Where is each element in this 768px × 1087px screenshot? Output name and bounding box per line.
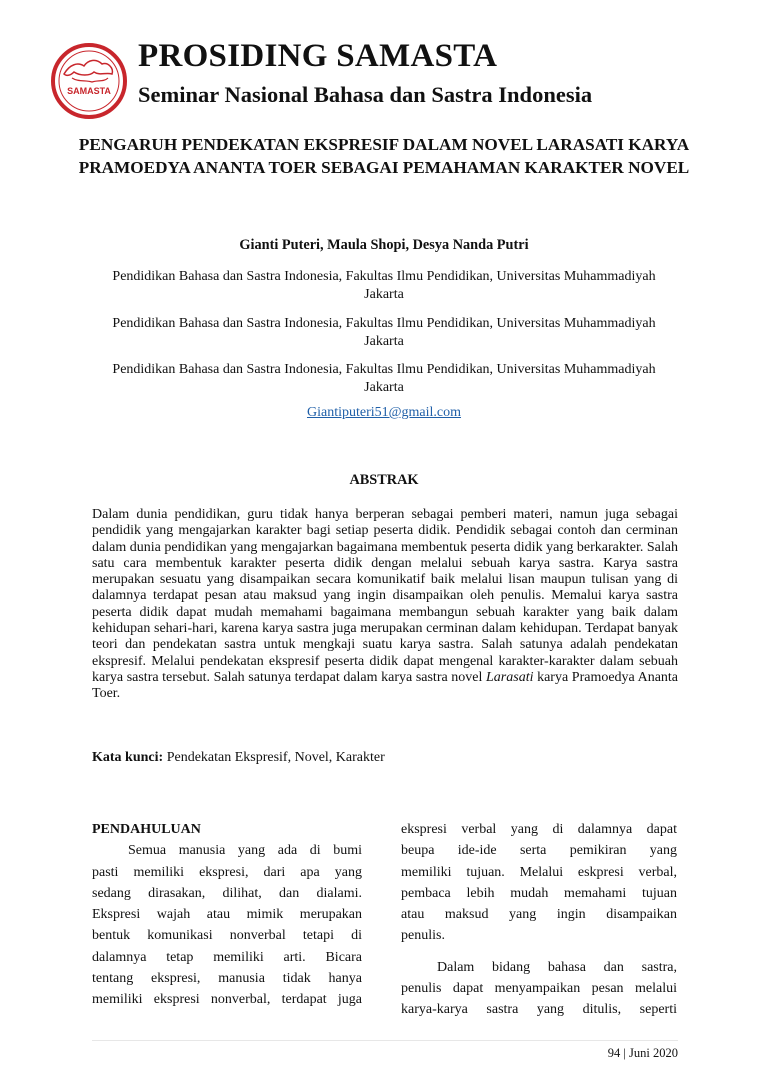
intro-line: Semua manusia yang ada di bumi — [128, 843, 362, 859]
novel-title-italic: Larasati — [486, 669, 534, 685]
affiliation-2: Pendidikan Bahasa dan Sastra Indonesia, Fakultas Ilmu Pendidikan, Universitas Muhammadiyah Jakarta — [112, 316, 656, 349]
intro-line: karya-karya sastra yang ditulis, seperti — [401, 1002, 677, 1018]
intro-line: pasti memiliki ekspresi, dari apa yang — [92, 864, 362, 880]
keywords — [92, 750, 678, 766]
affiliation-1: Pendidikan Bahasa dan Sastra Indonesia, Fakultas Ilmu Pendidikan, Universitas Muhammadiyah Jakarta — [112, 269, 656, 302]
intro-line: sedang dirasakan, dilihat, dan dialami. — [92, 885, 362, 901]
abstract-heading: ABSTRAK — [349, 472, 419, 488]
intro-line: bentuk komunikasi nonverbal tetapi di — [92, 928, 362, 944]
page-number: 94 — [607, 1046, 621, 1060]
page-footer — [608, 1046, 678, 1061]
intro-line: dalamnya tetap memiliki arti. Bicara — [92, 949, 362, 965]
author-list: Gianti Puteri, Maula Shopi, Desya Nanda Putri — [239, 237, 529, 253]
intro-line: ekspresi verbal yang di dalamnya dapat — [401, 822, 677, 837]
intro-line: pembaca lebih mudah memahami tujuan — [401, 885, 677, 901]
journal-title: PROSIDING SAMASTA — [138, 38, 498, 74]
intro-line: penulis. — [401, 928, 445, 944]
affiliation-3: Pendidikan Bahasa dan Sastra Indonesia, Fakultas Ilmu Pendidikan, Universitas Muhammadiyah Jakarta — [112, 362, 656, 395]
intro-line: memiliki tujuan. Melalui eskpresi verbal, — [401, 864, 677, 880]
abstract-text: Dalam dunia pendidikan, guru tidak hanya berperan sebagai pemberi materi, namun juga sebagai pendidik yang mengajarkan karakter bagi setiap peserta didik. Pendidik sebagai contoh dan cerminan dalam dunia pendidikan yang mengajarkan bagaimana membentuk peserta didik yang berkarakter. Salah satu cara membentuk karakter peserta didik dengan melalui sebuah karya sastra. Karya sastra merupakan sesuatu yang disampaikan secara komunikatif baik melalui lisan maupun tulisan yang di dalamnya terdapat pesan atau maksud yang ingin disampaikan oleh penulis. Memalui karya sastra peserta didik dapat mudah memahami bagaimana membangun sebuah karakter yang baik dalam kehidupan sehari-hari, karena karya sastra juga merupakan cerminan dalam kehidupan. Terdapat banyak teori dan pendekatan sastra untuk mengkaji suatu karya sastra. Salah satunya adalah pendekatan ekspresif. Melalui pendekatan ekspresif peserta didik dapat mengenal karakter-karakter dalam sebuah karya sastra tersebut. Salah satunya terdapat dalam karya sastra novel — [92, 507, 678, 685]
journal-subtitle: Seminar Nasional Bahasa dan Sastra Indonesia — [138, 82, 593, 107]
abstract-text-end: karya Pramoedya Ananta Toer. — [92, 669, 679, 702]
intro-line: atau maksud yang ingin disampaikan — [401, 907, 677, 923]
author-email-link[interactable]: Giantiputeri51@gmail.com — [306, 405, 462, 420]
abstract-body — [92, 507, 678, 703]
intro-line: Dalam bidang bahasa dan sastra, — [437, 959, 677, 975]
intro-line: Ekspresi wajah atau mimik merupakan — [92, 907, 362, 923]
footer-separator: | — [623, 1046, 626, 1060]
intro-line: tentang ekspresi, manusia tidak hanya — [92, 971, 362, 987]
intro-right-column — [401, 819, 677, 1021]
keywords-label: Kata kunci: — [92, 750, 164, 765]
logo-text: SAMASTA — [67, 86, 111, 96]
footer-divider — [92, 1040, 678, 1041]
intro-left-column — [92, 819, 362, 1011]
footer-date: Juni 2020 — [629, 1046, 678, 1060]
section-heading-pendahuluan: PENDAHULUAN — [92, 822, 201, 837]
intro-line: penulis dapat menyampaikan pesan melalui — [401, 981, 677, 997]
paper-title: PENGARUH PENDEKATAN EKSPRESIF DALAM NOVEL LARASATI KARYA PRAMOEDYA ANANTA TOER SEBAGAI PEMAHAMAN KARAKTER NOVEL — [78, 135, 690, 177]
journal-header — [50, 38, 730, 118]
intro-line: memiliki ekspresi nonverbal, terdapat juga — [92, 992, 362, 1008]
intro-line: beupa ide-ide serta pemikiran yang — [401, 843, 677, 859]
keywords-value: Pendekatan Ekspresif, Novel, Karakter — [166, 750, 385, 765]
samasta-logo — [50, 42, 128, 120]
